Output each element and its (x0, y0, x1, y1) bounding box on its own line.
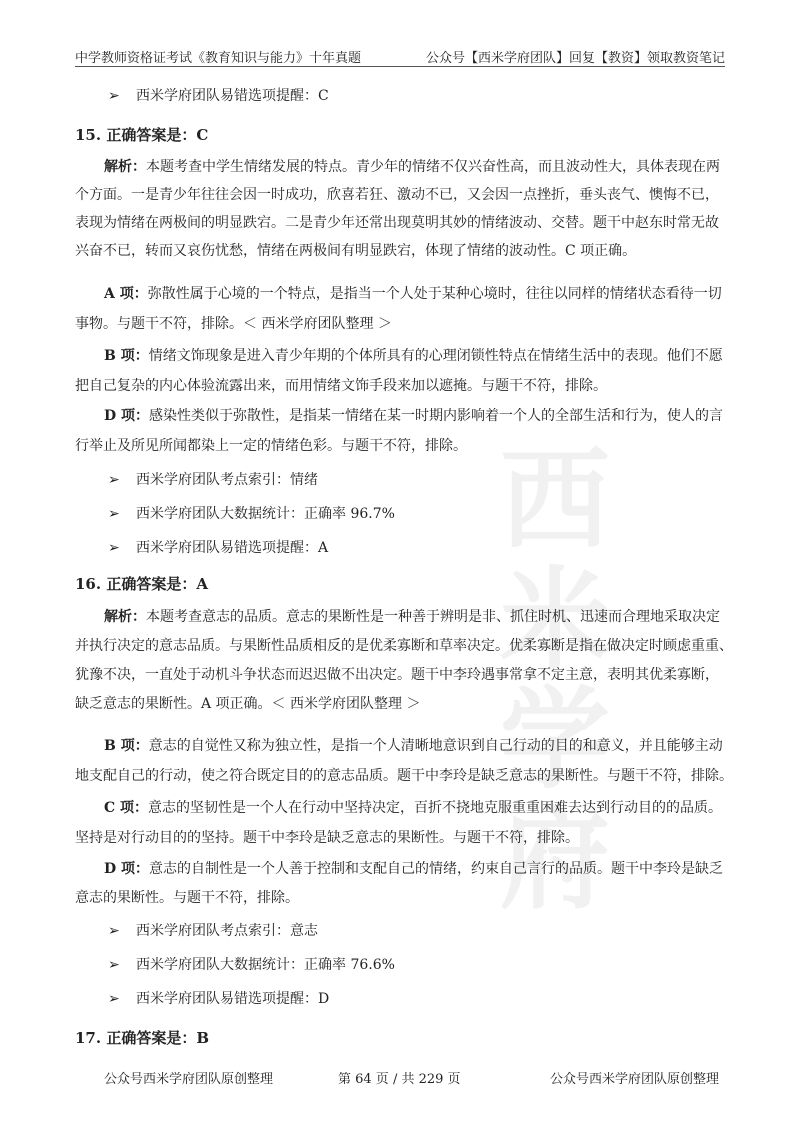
option-d-cont: 行举止及所见所闻都染上一定的情绪色彩。与题干不符，排除。 (75, 438, 467, 454)
option-b: B 项：意志的自觉性又称为独立性，是指一个人清晰地意识到自己行动的目的和意义，并且能够主动 (104, 738, 723, 754)
page-header (75, 44, 725, 67)
answer-heading-17: 17. 正确答案是：B (75, 1029, 209, 1047)
answer-heading-15: 15. 正确答案是：C (75, 126, 209, 144)
option-a: A 项：弥散性属于心境的一个特点，是指当一个人处于某种心境时，往往以同样的情绪状态看待一切 (104, 286, 722, 302)
analysis-line: 并执行决定的意志品质。与果断性品质相反的是优柔寡断和草率决定。优柔寡断是指在做决定时顾虑重重、 (75, 638, 733, 654)
option-d: D 项：感染性类似于弥散性，是指某一情绪在某一时期内影响着一个人的全部生活和行为，使人的言 (104, 408, 724, 424)
arrow-bullet-icon: ➢ (108, 957, 120, 973)
answer-heading-16: 16. 正确答案是：A (75, 575, 208, 593)
arrow-bullet-icon: ➢ (108, 923, 120, 939)
option-b-cont: 把自己复杂的内心体验流露出来，而用情绪文饰手段来加以遮掩。与题干不符，排除。 (75, 378, 607, 394)
list-item: ➢ 西米学府团队易错选项提醒：D (108, 985, 725, 1013)
list-item: ➢ 西米学府团队考点索引：意志 (108, 917, 725, 945)
analysis-line: 兴奋不已，转而又哀伤忧愁，情绪在两极间有明显跌宕，体现了情绪的波动性。C 项正确。 (75, 243, 637, 259)
analysis-line: 表现为情绪在两极间的明显跌宕。二是青少年还常出现莫明其妙的情绪波动、交替。题干中赵东时常无故 (75, 215, 719, 231)
list-item: ➢ 西米学府团队大数据统计：正确率 96.7% (108, 500, 725, 528)
option-d-cont: 意志的果断性。与题干不符，排除。 (75, 890, 299, 906)
header-right: 公众号【西米学府团队】回复【教资】领取教资笔记 (425, 51, 725, 66)
option-c-cont: 坚持是对行动目的的坚持。题干中李玲是缺乏意志的果断性。与题干不符，排除。 (75, 830, 579, 846)
watermark: 西米学府 (500, 436, 610, 924)
option-d: D 项：意志的自制性是一个人善于控制和支配自己的情绪，约束自己言行的品质。题干中李玲是缺乏 (104, 861, 724, 877)
analysis-line: 个方面。一是青少年往往会因一时成功，欣喜若狂、激动不已，又会因一点挫折，垂头丧气、懊悔不已， (75, 187, 719, 203)
footer-right: 公众号西米学府团队原创整理 (550, 1072, 720, 1087)
list-item: ➢ 西米学府团队易错选项提醒：A (108, 534, 725, 562)
arrow-bullet-icon: ➢ (108, 506, 120, 522)
arrow-bullet-icon: ➢ (108, 88, 120, 104)
list-item: ➢ 西米学府团队大数据统计：正确率 76.6% (108, 951, 725, 979)
analysis-line: 解析：本题考查意志的品质。意志的果断性是一种善于辨明是非、抓住时机、迅速而合理地采取决定 (104, 609, 720, 625)
option-a-cont: 事物。与题干不符，排除。＜ 西米学府团队整理 ＞ (75, 316, 392, 332)
list-item: ➢ 西米学府团队考点索引：情绪 (108, 466, 725, 494)
page-number: 第 64 页 / 共 229 页 (338, 1072, 461, 1087)
analysis-line: 解析：本题考查中学生情绪发展的特点。青少年的情绪不仅兴奋性高，而且波动性大，具体表现在两 (104, 159, 720, 175)
option-b-cont: 地支配自己的行动，使之符合既定目的的意志品质。题干中李玲是缺乏意志的果断性。与题干不符，排除。 (75, 768, 733, 784)
list-item: ➢ 西米学府团队易错选项提醒：C (108, 82, 725, 110)
option-c: C 项：意志的坚韧性是一个人在行动中坚持决定，百折不挠地克服重重困难去达到行动目的的品质。 (104, 800, 723, 816)
arrow-bullet-icon: ➢ (108, 991, 120, 1007)
footer-left: 公众号西米学府团队原创整理 (104, 1072, 274, 1087)
option-b: B 项：情绪文饰现象是进入青少年期的个体所具有的心理闭锁性特点在情绪生活中的表现。他们不愿 (104, 348, 723, 364)
header-left: 中学教师资格证考试《教育知识与能力》十年真题 (75, 51, 362, 66)
arrow-bullet-icon: ➢ (108, 540, 120, 556)
analysis-line: 缺乏意志的果断性。A 项正确。＜ 西米学府团队整理 ＞ (75, 696, 421, 712)
analysis-line: 犹豫不决，一直处于动机斗争状态而迟迟做不出决定。题干中李玲遇事常拿不定主意，表明其优柔寡断， (75, 667, 719, 683)
arrow-bullet-icon: ➢ (108, 472, 120, 488)
